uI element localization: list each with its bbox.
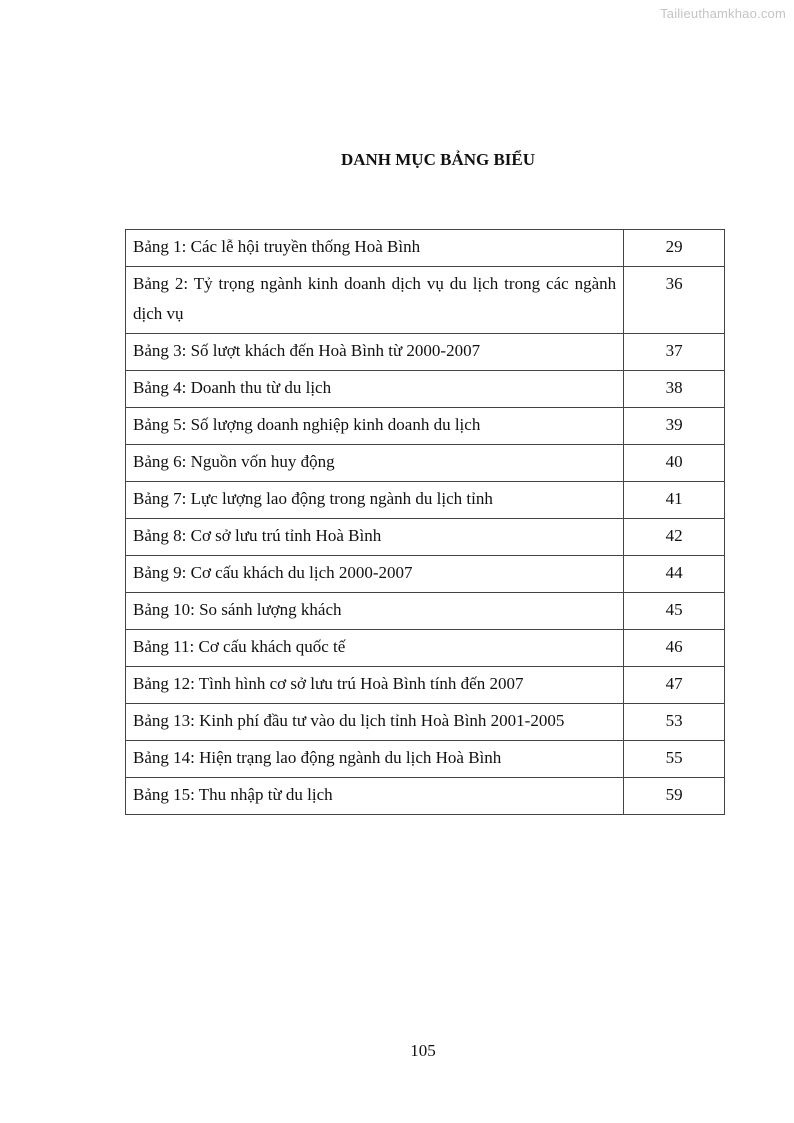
list-of-tables [125,229,725,815]
table-entry-label: Bảng 12: Tình hình cơ sở lưu trú Hoà Bình tính đến 2007 [126,667,624,704]
table-entry-label: Bảng 6: Nguồn vốn huy động [126,445,624,482]
table-entry-label: Bảng 13: Kinh phí đầu tư vào du lịch tỉnh Hoà Bình 2001-2005 [126,704,624,741]
table-entry-page: 41 [624,482,725,519]
list-of-tables-body [126,230,725,815]
table-row [126,630,725,667]
table-row [126,230,725,267]
table-row [126,667,725,704]
table-entry-label: Bảng 1: Các lễ hội truyền thống Hoà Bình [126,230,624,267]
table-entry-label: Bảng 9: Cơ cấu khách du lịch 2000-2007 [126,556,624,593]
table-entry-label: Bảng 4: Doanh thu từ du lịch [126,371,624,408]
table-row [126,704,725,741]
table-row [126,482,725,519]
table-entry-label: Bảng 3: Số lượt khách đến Hoà Bình từ 2000-2007 [126,334,624,371]
table-row [126,556,725,593]
table-entry-page: 53 [624,704,725,741]
table-entry-page: 44 [624,556,725,593]
table-entry-label: Bảng 7: Lực lượng lao động trong ngành du lịch tỉnh [126,482,624,519]
table-entry-page: 40 [624,445,725,482]
table-entry-page: 42 [624,519,725,556]
table-entry-label: Bảng 15: Thu nhập từ du lịch [126,778,624,815]
table-entry-label: Bảng 11: Cơ cấu khách quốc tế [126,630,624,667]
table-row [126,593,725,630]
table-entry-label: Bảng 2: Tỷ trọng ngành kinh doanh dịch vụ du lịch trong các ngành dịch vụ [126,267,624,334]
table-entry-label: Bảng 10: So sánh lượng khách [126,593,624,630]
table-entry-page: 39 [624,408,725,445]
page-number: 105 [410,1041,436,1060]
table-entry-page: 37 [624,334,725,371]
table-entry-page: 38 [624,371,725,408]
table-row [126,408,725,445]
table-row [126,519,725,556]
table-row [126,741,725,778]
table-row [126,371,725,408]
table-entry-label: Bảng 8: Cơ sở lưu trú tỉnh Hoà Bình [126,519,624,556]
watermark-text: Tailieuthamkhao.com [660,6,786,21]
table-entry-page: 47 [624,667,725,704]
table-row [126,267,725,334]
table-entry-page: 36 [624,267,725,334]
table-row [126,778,725,815]
table-entry-page: 59 [624,778,725,815]
table-entry-page: 29 [624,230,725,267]
table-row [126,334,725,371]
table-entry-page: 46 [624,630,725,667]
table-row [126,445,725,482]
page-title: DANH MỤC BẢNG BIỂU [340,150,536,169]
table-entry-label: Bảng 5: Số lượng doanh nghiệp kinh doanh du lịch [126,408,624,445]
table-entry-label: Bảng 14: Hiện trạng lao động ngành du lịch Hoà Bình [126,741,624,778]
table-entry-page: 45 [624,593,725,630]
table-entry-page: 55 [624,741,725,778]
